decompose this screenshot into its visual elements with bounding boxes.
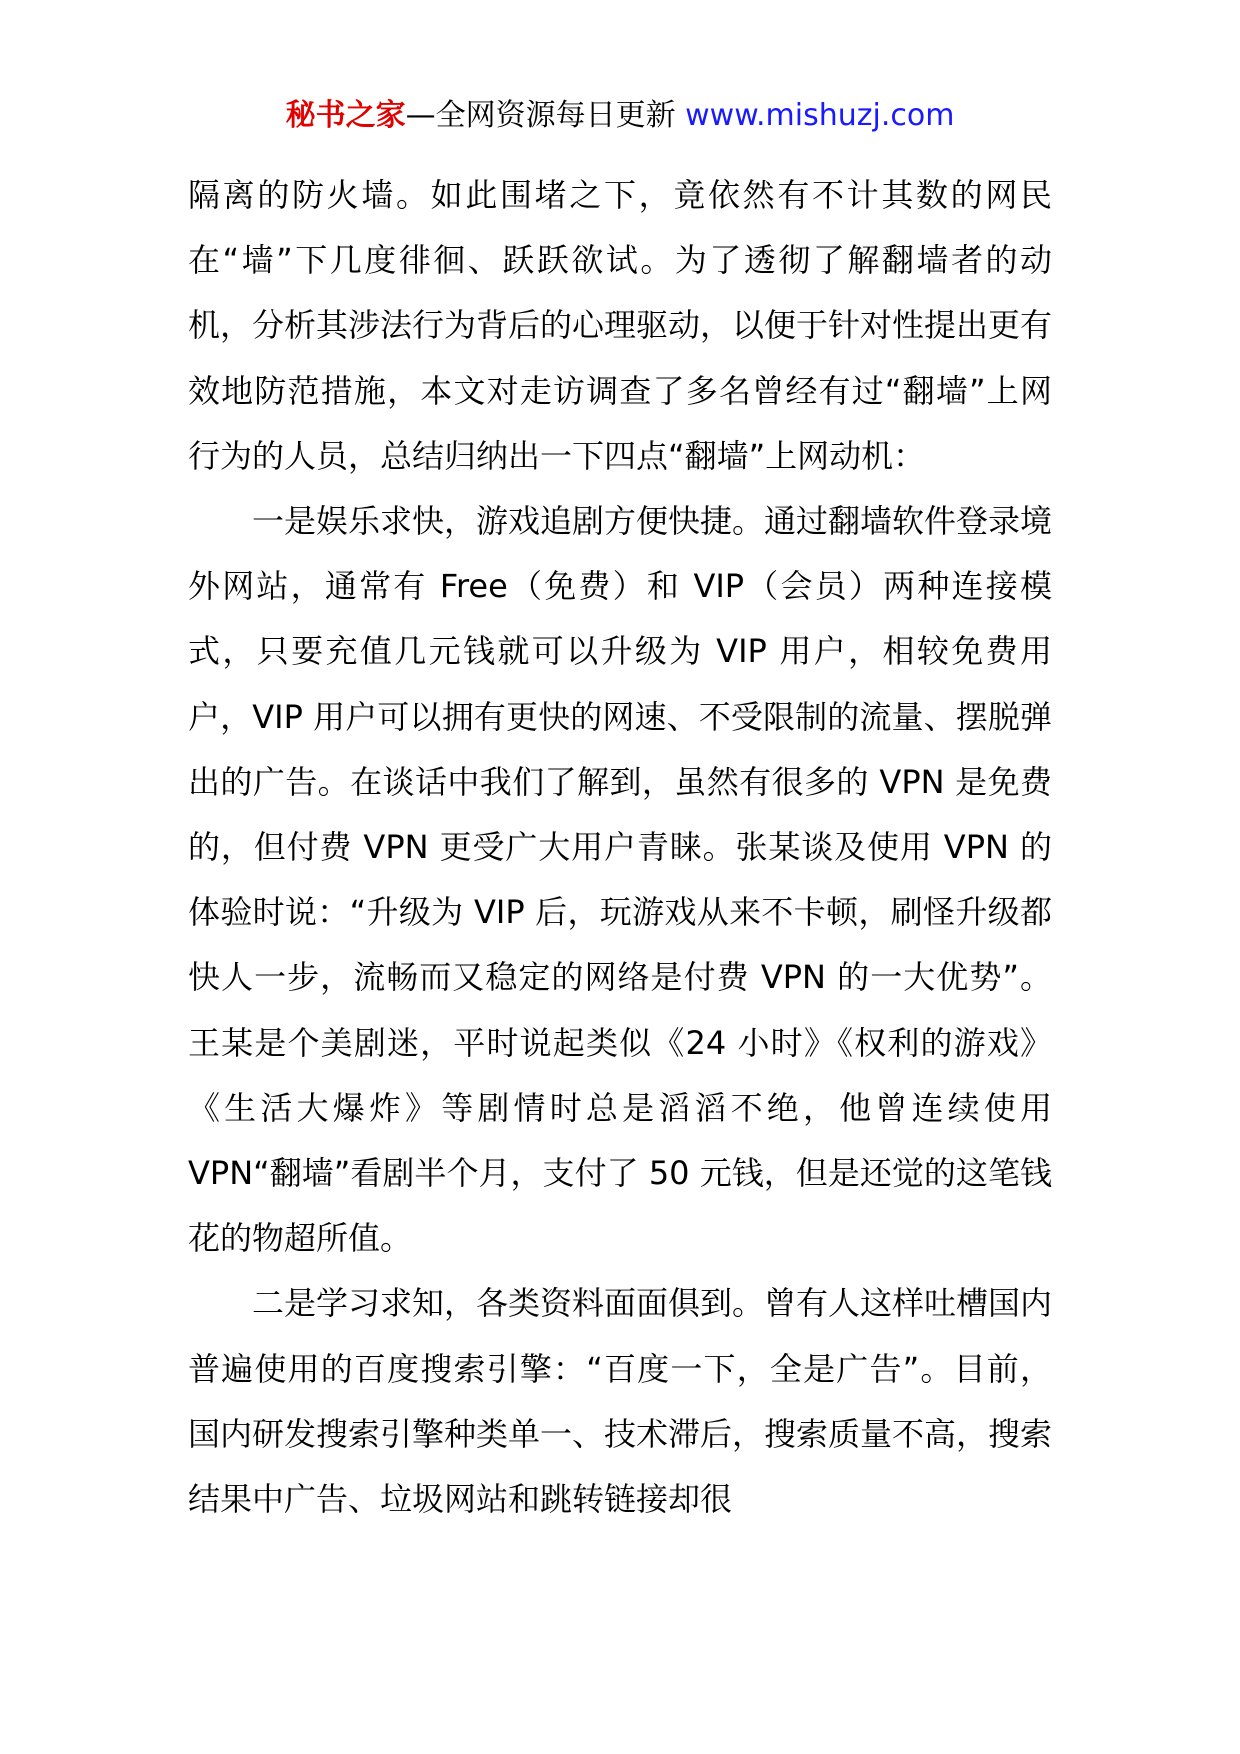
document-body — [188, 163, 1052, 1532]
paragraph-continuation: 隔离的防火墙。如此围堵之下，竟依然有不计其数的网民在“墙”下几度徘徊、跃跃欲试。为了透彻了解翻墙者的动机，分析其涉法行为背后的心理驱动，以便于针对性提出更有效地防范措施，本文对走访调查了多名曾经有过“翻墙”上网行为的人员，总结归纳出一下四点“翻墙”上网动机： — [188, 176, 1053, 475]
site-brand: 秘书之家 — [285, 98, 406, 133]
site-url-link[interactable]: www.mishuzj.com — [685, 98, 955, 133]
site-header — [0, 96, 1240, 136]
paragraph-entertainment: 一是娱乐求快，游戏追剧方便快捷。通过翻墙软件登录境外网站，通常有 Free（免费）和 VIP（会员）两种连接模式，只要充值几元钱就可以升级为 VIP 用户，相较免费用户，VIP 用户可以拥有更快的网速、不受限制的流量、摆脱弹出的广告。在谈话中我们了解到，虽然有很多的 VPN 是免费的，但付费 VPN 更受广大用户青睐。张某谈及使用 VPN 的体验时说：“升级为 VIP 后，玩游戏从来不卡顿，刷怪升级都快人一步，流畅而又稳定的网络是付费 VPN 的一大优势”。王某是个美剧迷，平时说起类似《24 小时》《权利的游戏》《生活大爆炸》等剧情时总是滔滔不绝，他曾连续使用 VPN“翻墙”看剧半个月，支付了 50 元钱，但是还觉的这笔钱花的物超所值。 — [188, 502, 1053, 1258]
site-tagline: —全网资源每日更新 — [405, 98, 676, 133]
paragraph-learning: 二是学习求知，各类资料面面俱到。曾有人这样吐槽国内普遍使用的百度搜索引擎：“百度一下，全是广告”。目前，国内研发搜索引擎种类单一、技术滞后，搜索质量不高，搜索结果中广告、垃圾网站和跳转链接却很 — [188, 1284, 1053, 1519]
